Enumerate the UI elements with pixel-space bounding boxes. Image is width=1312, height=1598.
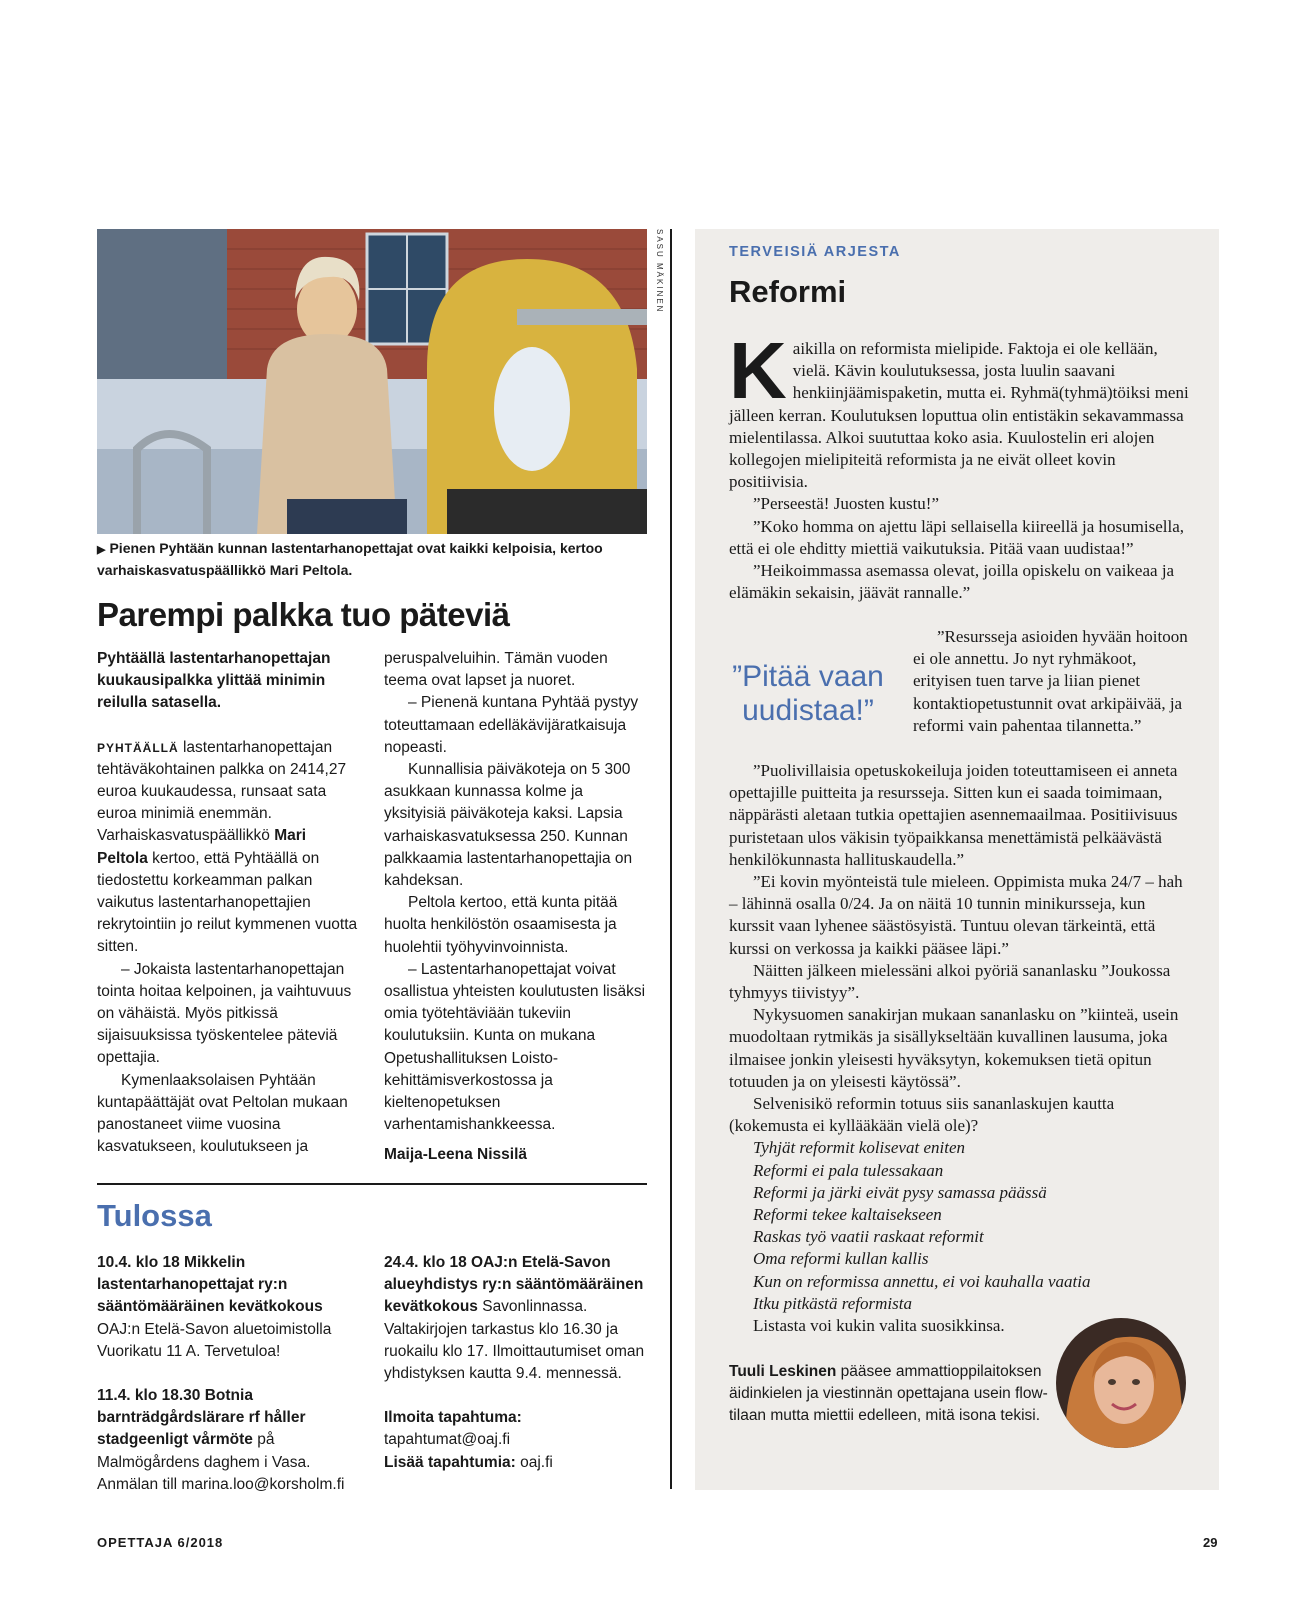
column-separator xyxy=(670,229,672,1489)
author-bio: Tuuli Leskinen pääsee ammattioppilaitoksen äidinkielen ja viestinnän opettajana usein flow-tilaan mutta miettii edelleen, mitä isona tekisi. xyxy=(729,1363,1048,1425)
column-paragraph: ”Resursseja asioiden hyvään hoitoon ei ole annettu. Jo nyt ryhmäkoot, erityisen tuen tarve ja liian pienet kontaktiopetustunnit ovat arkipäivää, ja reformi vain pahentaa tilannetta.” xyxy=(913,627,1188,735)
events-column-right xyxy=(384,1252,646,1474)
notify-event: Ilmoita tapahtuma: xyxy=(384,1409,522,1427)
column-paragraph: Listasta voi kukin valita suosikkinsa. xyxy=(753,1316,1005,1336)
column-body-bottom xyxy=(729,760,1192,1337)
events-column-left xyxy=(97,1252,359,1496)
author-name: Tuuli Leskinen xyxy=(729,1363,837,1380)
article-paragraph: Peltola kertoo, että kunta pitää huolta henkilöstön osaamisesta ja huolehtii työhyvinvoinnista. xyxy=(384,894,618,956)
event-item: 11.4. klo 18.30 Botnia barnträdgårdslärare rf håller stadgeenligt vårmöte på Malmögårdens daghem i Vasa. Anmälan till marina.loo@korsholm.fi xyxy=(97,1387,345,1493)
notify-email[interactable]: tapahtumat@oaj.fi xyxy=(384,1431,511,1449)
article-paragraph: peruspalveluihin. Tämän vuoden teema ovat lapset ja nuoret. xyxy=(384,650,608,690)
proverb-item: Raskas työ vaatii raskaat reformit xyxy=(753,1227,984,1247)
article-paragraph: Kymenlaaksolaisen Pyhtään kuntapäättäjät ovat Peltolan mukaan panostaneet viime vuosina kasvatukseen, koulutukseen ja xyxy=(97,1071,348,1156)
article-column-right xyxy=(384,648,646,1167)
article-photo xyxy=(97,229,647,534)
photo-caption: ▶ Pienen Pyhtään kunnan lastentarhanopettajat ovat kaikki kelpoisia, kertoo varhaiskasvatuspäällikkö Mari Peltola. xyxy=(97,540,603,578)
column-paragraph: ”Heikoimmassa asemassa olevat, joilla opiskelu on vaikeaa ja elämäkin sekaisin, jäävät rannalle.” xyxy=(729,561,1175,603)
tulossa-heading: Tulossa xyxy=(97,1198,212,1233)
column-paragraph: ”Perseestä! Juosten kustu!” xyxy=(753,494,940,514)
portrait-avatar xyxy=(1056,1318,1186,1448)
column-paragraph: Selvenisikö reformin totuus siis sananlaskujen kautta (kokemusta ei kyllääkään vielä ole)? xyxy=(729,1094,1115,1136)
more-events: Lisää tapahtumia: oaj.fi xyxy=(384,1453,553,1471)
page-number: 29 xyxy=(1203,1535,1218,1550)
drop-cap: K xyxy=(729,326,787,415)
section-divider xyxy=(97,1183,647,1185)
article-paragraph: – Jokaista lastentarhanopettajan tointa hoitaa kelpoinen, ja vaihtuvuus on vähäistä. Myös pitkissä sijaisuuksissa työskentelee päteviä opettajia. xyxy=(97,960,352,1067)
photo-credit: SASU MÄKINEN xyxy=(655,229,664,314)
column-paragraph: ”Puolivillaisia opetuskokeiluja joiden toteuttamiseen ei anneta opettajille puitteita ja resursseja. Sitten kun ei saada toimimaan, näppärästi aletaan tutkia opettajien asennemaailmaa. Positiivisuus puristetaan ulos väkisin työpaikkansa menettämistä pelkäävästä henkilökunnasta hallituskaudella.” xyxy=(729,761,1178,869)
pull-quote: ”Pitää vaan uudistaa!” xyxy=(732,660,884,727)
column-body-top xyxy=(729,326,1192,604)
event-item: 24.4. klo 18 OAJ:n Etelä-Savon alueyhdistys ry:n sääntömääräinen kevätkokous Savonlinnassa. Valtakirjojen tarkastus klo 16.30 ja ruokailu klo 17. Ilmoittautumiset oman yhdistyksen kautta 9.4. mennessä. xyxy=(384,1254,645,1383)
magazine-issue: OPETTAJA 6/2018 xyxy=(97,1535,224,1550)
proverb-item: Tyhjät reformit kolisevat eniten xyxy=(753,1138,965,1158)
column-paragraph: Kaikilla on reformista mielipide. Faktoja ei ole kellään, vielä. Kävin koulutuksessa, josta luulin saavani henkiinjäämispaketin, mutta ei. Ryhmä(tyhmä)töiksi meni jälleen kerran. Koulutuksen loputtua olin entistäkin sekavammassa mielentilassa. Alkoi suututtaa koko asia. Kuulostelin eri alojen kollegojen mielipiteitä reformista ja ne eivät olleet kovin positiivisia. xyxy=(729,326,1189,492)
proverb-item: Itku pitkästä reformista xyxy=(753,1293,912,1313)
column-title: Reformi xyxy=(729,274,847,309)
photo-playground-woman xyxy=(97,229,647,534)
article-lead: Pyhtäällä lastentarhanopettajan kuukausipalkka ylittää minimin reilulla satasella. xyxy=(97,650,331,712)
article-paragraph: – Lastentarhanopettajat voivat osallistua yhteisten koulutusten lisäksi omia työtehtäviään tukeviin koulutuksiin. Kunta on mukana Opetushallituksen Loisto-kehittämisverkostossa ja kieltenopetuksen varhentamishankkeessa. xyxy=(384,960,646,1134)
event-item: 10.4. klo 18 Mikkelin lastentarhanopettajat ry:n sääntömääräinen kevätkokous OAJ:n Etelä-Savon aluetoimistolla Vuorikatu 11 A. Tervetuloa! xyxy=(97,1254,332,1360)
column-kicker: TERVEISIÄ ARJESTA xyxy=(729,244,901,260)
column-body-beside-quote xyxy=(913,626,1192,737)
caption-triangle-icon: ▶ xyxy=(97,544,106,556)
author-portrait xyxy=(1056,1318,1186,1448)
article-paragraph: PYHTÄÄLLÄ lastentarhanopettajan tehtäväkohtainen palkka on 2414,27 euroa kuukaudessa, runsaat sata euroa minimiä enemmän. Varhaiskasvatuspäällikkö Mari Peltola kertoo, että Pyhtäällä on tiedostettu korkeamman palkan vaikutus lastentarhanopettajien rekrytointiin jo reilut kymmenen vuotta sitten. xyxy=(97,738,358,956)
proverb-item: Kun on reformissa annettu, ei voi kauhalla vaatia xyxy=(753,1271,1091,1291)
column-paragraph: ”Koko homma on ajettu läpi sellaisella kiireellä ja hosumisella, että ei ole ehditty miettiä vaikutuksia. Pitää vaan uudistaa!” xyxy=(729,516,1185,558)
article-headline: Parempi palkka tuo päteviä xyxy=(97,596,510,633)
proverb-item: Oma reformi kullan kallis xyxy=(753,1249,929,1269)
column-paragraph: ”Ei kovin myönteistä tule mieleen. Oppimista muka 24/7 – hah – lähinnä osalla 0/24. Ja on näitä 10 tunnin minikursseja, kun kurssit vaan lyhenee säästösyistä. Tuntuu olevan tärkeintä, että kurssi on verkossa ja kaikki pääsee läpi.” xyxy=(729,872,1183,958)
more-events-link[interactable]: oaj.fi xyxy=(515,1453,553,1471)
column-paragraph: Näitten jälkeen mielessäni alkoi pyöriä sananlasku ”Joukossa tyhmyys tiivistyy”. xyxy=(729,960,1171,1003)
proverb-item: Reformi ei pala tulessakaan xyxy=(753,1160,944,1180)
proverb-item: Reformi tekee kaltaisekseen xyxy=(753,1205,942,1225)
article-byline: Maija-Leena Nissilä xyxy=(384,1146,528,1164)
article-paragraph: Kunnallisia päiväkoteja on 5 300 asukkaan kunnassa kolme ja yksityisiä päiväkoteja kaksi. Lapsia varhaiskasvatuksessa 250. Kunnan palkkaamia lastentarhanopettajia on kahdeksan. xyxy=(384,761,633,890)
article-paragraph: – Pienenä kuntana Pyhtää pystyy toteuttamaan edelläkävijäratkaisuja nopeasti. xyxy=(384,694,639,756)
column-paragraph: Nykysuomen sanakirjan mukaan sananlasku on ”kiinteä, usein muodoltaan rytmikäs ja sisällykseltään kuvallinen lausuma, joka ilmaisee jonkin yleisesti hyväksytyn, kokemuksen tietä opitun totuuden ja on yleisesti käytössä”. xyxy=(729,1005,1179,1091)
proverb-item: Reformi ja järki eivät pysy samassa päässä xyxy=(753,1182,1047,1202)
article-column-left xyxy=(97,648,359,1158)
